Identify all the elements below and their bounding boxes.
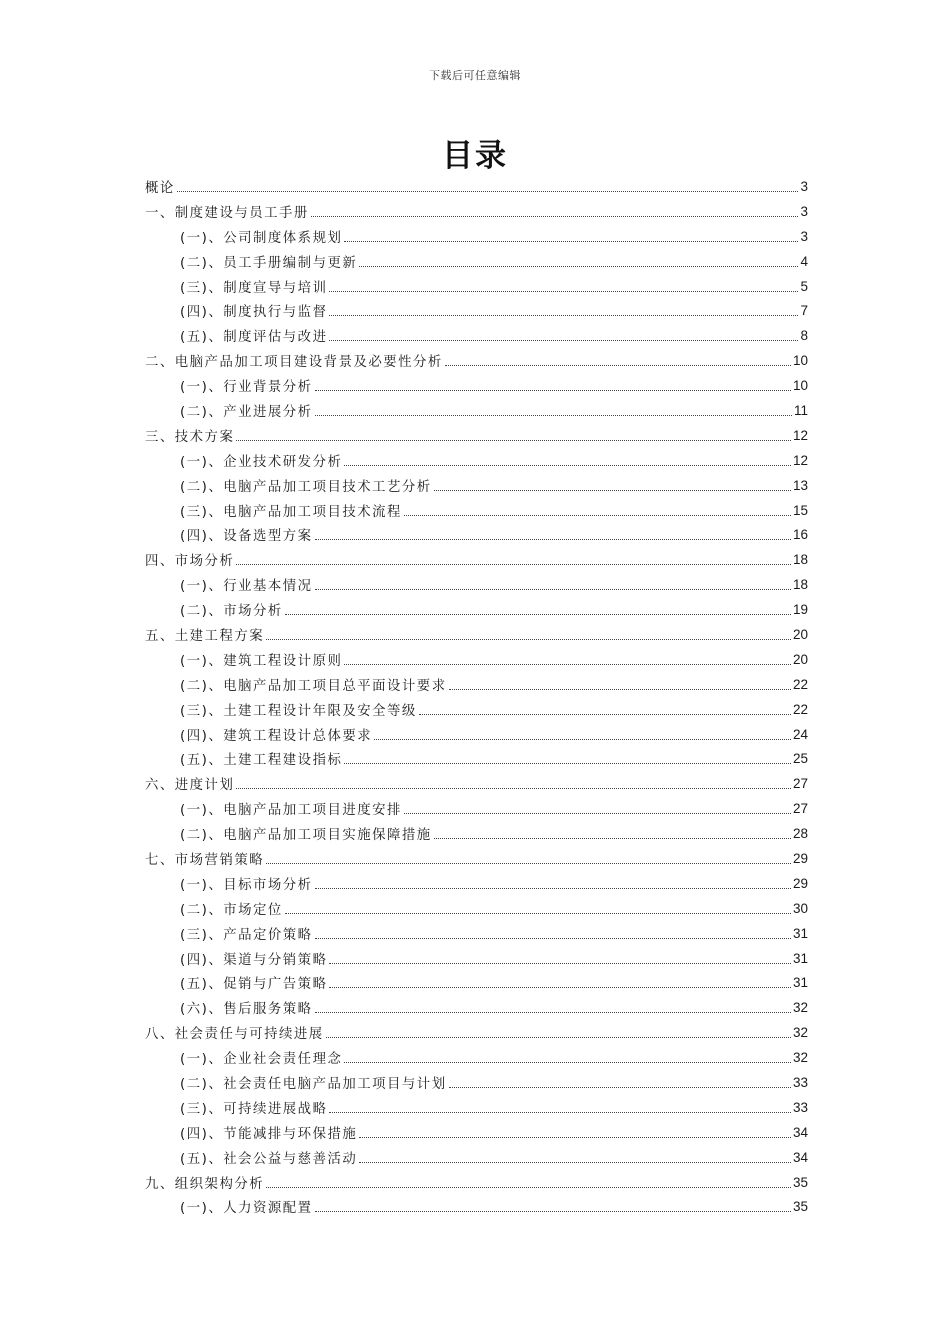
toc-entry-page-number: 11 [793,402,808,418]
toc-entry-page-number: 32 [792,1025,808,1041]
toc-entry-page-number: 12 [792,427,808,443]
toc-entry-label: (一)、公司制度体系规划 [180,230,343,246]
dot-leader [434,490,791,491]
toc-entry-label: (五)、制度评估与改进 [180,330,328,346]
dot-leader [315,415,792,416]
dot-leader [344,241,798,242]
toc-entry-page-number: 8 [800,328,808,344]
toc-entry-page-number: 27 [792,776,808,792]
toc-entry[interactable] [145,249,808,274]
toc-entry-label: (一)、目标市场分析 [180,877,313,893]
toc-entry-label: (六)、售后服务策略 [180,1002,313,1018]
toc-entry-label: (二)、电脑产品加工项目实施保障措施 [180,828,432,844]
toc-entry-page-number: 31 [792,925,808,941]
toc-entry[interactable] [145,423,808,448]
toc-entry-page-number: 35 [792,1199,808,1215]
dot-leader [329,291,798,292]
toc-entry-page-number: 5 [800,278,808,294]
toc-entry[interactable] [145,348,808,373]
toc-entry-page-number: 12 [792,452,808,468]
toc-entry[interactable] [145,672,808,697]
toc-entry-page-number: 16 [792,527,808,543]
toc-entry-label: (一)、行业背景分析 [180,380,313,396]
toc-entry[interactable] [145,796,808,821]
dot-leader [329,1112,791,1113]
toc-entry-page-number: 10 [792,353,808,369]
toc-entry-label: (三)、产品定价策略 [180,927,313,943]
toc-entry-page-number: 29 [792,875,808,891]
toc-entry-page-number: 7 [800,303,808,319]
toc-entry-label: 六、进度计划 [145,778,235,794]
toc-entry-page-number: 18 [792,577,808,593]
toc-entry[interactable] [145,1170,808,1195]
toc-entry[interactable] [145,1195,808,1220]
toc-entry-label: (一)、企业社会责任理念 [180,1052,343,1068]
dot-leader [449,689,791,690]
dot-leader [236,440,791,441]
dot-leader [404,813,791,814]
toc-entry[interactable] [145,971,808,996]
toc-entry-page-number: 15 [792,502,808,518]
dot-leader [359,1162,791,1163]
toc-entry-page-number: 13 [792,477,808,493]
toc-entry[interactable] [145,199,808,224]
toc-entry-label: (一)、建筑工程设计原则 [180,653,343,669]
toc-entry-label: (五)、促销与广告策略 [180,977,328,993]
toc-entry[interactable] [145,274,808,299]
toc-entry-label: 三、技术方案 [145,429,235,445]
toc-entry[interactable] [145,1020,808,1045]
toc-entry-label: 一、制度建设与员工手册 [145,205,309,221]
toc-entry-page-number: 4 [800,253,808,269]
toc-entry-label: 九、组织架构分析 [145,1176,265,1192]
toc-entry-label: (二)、产业进展分析 [180,404,313,420]
toc-entry-label: (二)、市场定位 [180,902,283,918]
toc-entry-label: (一)、电脑产品加工项目进度安排 [180,803,402,819]
toc-entry-page-number: 35 [792,1174,808,1190]
toc-entry-page-number: 10 [792,378,808,394]
dot-leader [311,216,799,217]
toc-entry-label: (五)、土建工程建设指标 [180,753,343,769]
toc-entry[interactable] [145,722,808,747]
toc-entry-page-number: 29 [792,850,808,866]
toc-entry-label: 七、市场营销策略 [145,852,265,868]
toc-entry-label: 概论 [145,180,175,196]
dot-leader [315,938,791,939]
dot-leader [344,763,791,764]
toc-entry-page-number: 22 [792,676,808,692]
dot-leader [329,987,791,988]
toc-entry-label: (三)、电脑产品加工项目技术流程 [180,504,402,520]
toc-entry-page-number: 3 [800,178,808,194]
toc-entry[interactable] [145,473,808,498]
toc-entry[interactable] [145,821,808,846]
dot-leader [266,639,791,640]
toc-entry-label: (三)、土建工程设计年限及安全等级 [180,703,417,719]
toc-entry[interactable] [145,448,808,473]
toc-entry-page-number: 32 [792,1050,808,1066]
dot-leader [359,266,798,267]
toc-entry-label: (二)、员工手册编制与更新 [180,255,358,271]
toc-entry[interactable] [145,746,808,771]
toc-entry-page-number: 27 [792,801,808,817]
toc-entry[interactable] [145,896,808,921]
toc-entry-page-number: 18 [792,552,808,568]
toc-entry-page-number: 19 [792,602,808,618]
dot-leader [344,664,791,665]
toc-entry-page-number: 20 [792,626,808,642]
toc-entry-label: 八、社会责任与可持续进展 [145,1027,324,1043]
toc-entry-label: (二)、电脑产品加工项目技术工艺分析 [180,479,432,495]
toc-entry-label: (三)、可持续进展战略 [180,1101,328,1117]
toc-entry[interactable] [145,298,808,323]
toc-title: 目录 [442,138,508,174]
toc-entry[interactable] [145,697,808,722]
toc-entry-label: (一)、人力资源配置 [180,1201,313,1217]
toc-entry-label: 五、土建工程方案 [145,628,265,644]
dot-leader [419,714,791,715]
toc-entry[interactable] [145,995,808,1020]
dot-leader [404,515,791,516]
dot-leader [344,1062,791,1063]
toc-entry-page-number: 34 [792,1149,808,1165]
toc-entry[interactable] [145,174,808,199]
dot-leader [285,614,791,615]
toc-entry-page-number: 33 [792,1099,808,1115]
dot-leader [434,838,791,839]
toc-entry-page-number: 3 [800,203,808,219]
toc-entry[interactable] [145,1145,808,1170]
toc-entry-page-number: 24 [792,726,808,742]
toc-entry-label: (三)、制度宣导与培训 [180,280,328,296]
dot-leader [315,1211,791,1212]
toc-entry-page-number: 34 [792,1124,808,1140]
toc-entry-label: (四)、渠道与分销策略 [180,952,328,968]
dot-leader [266,1187,791,1188]
dot-leader [344,465,791,466]
dot-leader [315,589,791,590]
toc-entry[interactable] [145,1045,808,1070]
toc-entry[interactable] [145,547,808,572]
toc-entry-page-number: 31 [792,975,808,991]
dot-leader [236,788,791,789]
toc-entry-label: (五)、社会公益与慈善活动 [180,1151,358,1167]
toc-entry[interactable] [145,647,808,672]
toc-entry-page-number: 25 [792,751,808,767]
toc-entry-label: (二)、社会责任电脑产品加工项目与计划 [180,1077,447,1092]
dot-leader [329,315,798,316]
toc-entry-page-number: 33 [792,1075,808,1090]
table-of-contents [145,174,808,1219]
toc-entry[interactable] [145,373,808,398]
toc-entry[interactable] [145,622,808,647]
toc-entry-label: (四)、设备选型方案 [180,529,313,545]
toc-entry[interactable] [145,1070,808,1095]
dot-leader [285,913,791,914]
dot-leader [374,739,791,740]
toc-entry-page-number: 22 [792,701,808,717]
toc-entry[interactable] [145,921,808,946]
dot-leader [326,1037,791,1038]
toc-entry-label: (一)、企业技术研发分析 [180,454,343,470]
toc-entry-page-number: 30 [792,900,808,916]
toc-entry-page-number: 20 [792,651,808,667]
dot-leader [329,340,798,341]
toc-entry[interactable] [145,1095,808,1120]
toc-entry[interactable] [145,398,808,423]
toc-entry-label: 二、电脑产品加工项目建设背景及必要性分析 [145,355,443,371]
toc-entry[interactable] [145,498,808,523]
toc-entry[interactable] [145,771,808,796]
toc-entry-label: (四)、建筑工程设计总体要求 [180,728,373,744]
toc-entry-label: (二)、电脑产品加工项目总平面设计要求 [180,678,447,694]
toc-entry-page-number: 3 [800,228,808,244]
dot-leader [315,539,791,540]
toc-entry[interactable] [145,224,808,249]
toc-entry[interactable] [145,946,808,971]
toc-entry[interactable] [145,597,808,622]
dot-leader [266,863,791,864]
toc-entry-page-number: 31 [792,950,808,966]
toc-entry-page-number: 28 [792,826,808,842]
dot-leader [359,1137,791,1138]
dot-leader [315,888,791,889]
toc-entry[interactable] [145,522,808,547]
toc-entry-label: (二)、市场分析 [180,604,283,620]
toc-entry[interactable] [145,846,808,871]
dot-leader [449,1087,791,1088]
header-note: 下载后可任意编辑 [429,69,521,82]
toc-entry-label: 四、市场分析 [145,554,235,570]
toc-entry-page-number: 32 [792,1000,808,1016]
toc-entry[interactable] [145,323,808,348]
toc-entry[interactable] [145,572,808,597]
dot-leader [315,390,791,391]
dot-leader [236,564,791,565]
toc-entry[interactable] [145,871,808,896]
dot-leader [315,1012,791,1013]
toc-entry-label: (四)、节能减排与环保措施 [180,1126,358,1142]
toc-entry-label: (一)、行业基本情况 [180,579,313,595]
dot-leader [329,963,791,964]
toc-entry-label: (四)、制度执行与监督 [180,305,328,321]
dot-leader [445,365,791,366]
toc-entry[interactable] [145,1120,808,1145]
dot-leader [177,191,799,192]
